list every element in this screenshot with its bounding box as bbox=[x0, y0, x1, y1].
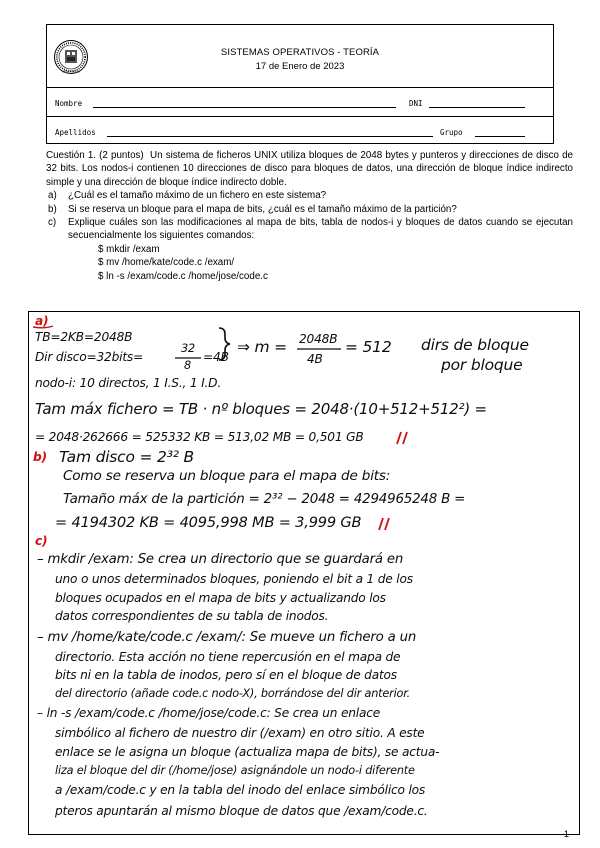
c-line-5: – mv /home/kate/code.c /exam/: Se mueve un fichero a un bbox=[37, 630, 417, 645]
fraction-denominator: 8 bbox=[184, 359, 191, 372]
result-mark-a bbox=[397, 432, 407, 444]
c-line-8: del directorio (añade code.c nodo-X), borrándose del dir anterior. bbox=[55, 687, 411, 700]
question-1 bbox=[46, 149, 573, 283]
pointers-denominator: 4B bbox=[307, 352, 323, 366]
nombre-field[interactable] bbox=[93, 107, 396, 108]
command-mkdir: $ mkdir /exam bbox=[98, 243, 160, 255]
command-mv: $ mv /home/kate/code.c /exam/ bbox=[98, 257, 235, 269]
c-line-7: bits ni en la tabla de inodos, pero sí en el bloque de datos bbox=[55, 668, 397, 682]
question-intro bbox=[46, 149, 573, 189]
answer-box bbox=[28, 311, 580, 835]
c-line-6: directorio. Esta acción no tiene repercusión en el mapa de bbox=[55, 650, 401, 664]
max-partition-line: Tamaño máx de la partición = 2³² − 2048 = 4294965248 B = bbox=[63, 492, 466, 507]
fraction-numerator: 32 bbox=[181, 342, 195, 355]
disk-address-result: =4B bbox=[203, 350, 229, 364]
question-statement: Un sistema de ficheros UNIX utiliza bloques de 2048 bytes y punteros y direcciones de disco de 32 bits. Los nodos-i contienen 10 direcciones de disco para bloques de datos, una dirección de bloque índice indirecto simple y una dirección de bloque índice indirecto doble. bbox=[46, 150, 573, 188]
c-line-2: uno o unos determinados bloques, poniendo el bit a 1 de los bbox=[55, 572, 413, 586]
item-letter: c) bbox=[48, 217, 57, 229]
item-letter: b) bbox=[48, 203, 57, 215]
grupo-label: Grupo bbox=[440, 128, 463, 137]
bitmap-reserve-line: Como se reserva un bloque para el mapa de bits: bbox=[63, 468, 391, 484]
result-mark-b bbox=[379, 518, 389, 530]
question-label: Cuestión 1. (2 puntos) bbox=[46, 150, 144, 161]
nombre-label: Nombre bbox=[55, 99, 83, 108]
question-item-c bbox=[46, 216, 573, 243]
c-line-1: – mkdir /exam: Se crea un directorio que se guardará en bbox=[37, 552, 404, 567]
command-list bbox=[46, 243, 573, 283]
inode-structure-line: nodo-i: 10 directos, 1 I.S., 1 I.D. bbox=[35, 376, 221, 390]
max-file-size-result: = 2048·262666 = 525332 KB = 513,02 MB = 0,501 GB bbox=[35, 430, 364, 444]
c-line-3: bloques ocupados en el mapa de bits y actualizando los bbox=[55, 591, 386, 605]
part-c-label: c) bbox=[35, 534, 48, 548]
block-size-line: TB=2KB=2048B bbox=[35, 330, 133, 344]
question-item-a bbox=[46, 189, 573, 202]
pointers-per-block-lhs: ⇒ m = bbox=[237, 338, 287, 356]
exam-date: 17 de Enero de 2023 bbox=[255, 61, 345, 72]
item-text: Explique cuáles son las modificaciones al mapa de bits, tabla de nodos-i y bloques de datos cuando se ejecutan secuencialmente los siguientes comandos: bbox=[68, 217, 573, 242]
c-line-13: a /exam/code.c y en la tabla del inodo del enlace simbólico los bbox=[55, 783, 426, 797]
disk-address-line: Dir disco=32bits= bbox=[35, 350, 144, 364]
part-b-label: b) bbox=[33, 450, 47, 464]
svg-text:UNIVERSIDAD: UNIVERSIDAD bbox=[62, 70, 80, 74]
apellidos-field[interactable] bbox=[107, 136, 433, 137]
c-line-10: simbólico al fichero de nuestro dir (/exam) en otro sitio. A este bbox=[55, 726, 425, 740]
dni-field[interactable] bbox=[429, 107, 525, 108]
c-line-11: enlace se le asigna un bloque (actualiza mapa de bits), se actua- bbox=[55, 745, 440, 759]
item-letter: a) bbox=[48, 190, 57, 202]
c-line-12: liza el bloque del dir (/home/jose) asignándole un nodo-i diferente bbox=[55, 764, 415, 777]
pointers-result: = 512 bbox=[345, 338, 392, 356]
apellidos-label: Apellidos bbox=[55, 128, 96, 137]
grupo-field[interactable] bbox=[475, 136, 525, 137]
surname-row bbox=[47, 116, 553, 145]
max-partition-result: = 4194302 KB = 4095,998 MB = 3,999 GB bbox=[55, 514, 362, 531]
c-line-9: – ln -s /exam/code.c /home/jose/code.c: Se crea un enlace bbox=[37, 706, 381, 720]
c-line-14: pteros apuntarán al mismo bloque de datos que /exam/code.c. bbox=[55, 804, 428, 818]
pointers-note-2: por bloque bbox=[441, 356, 523, 374]
question-item-b bbox=[46, 203, 573, 216]
c-line-4: datos correspondientes de su tabla de inodos. bbox=[55, 609, 329, 623]
disk-size-line: Tam disco = 2³² B bbox=[59, 448, 194, 466]
exam-header bbox=[46, 24, 554, 144]
command-ln: $ ln -s /exam/code.c /home/jose/code.c bbox=[98, 270, 268, 282]
name-row bbox=[47, 87, 553, 117]
max-file-size-line: Tam máx fichero = TB · nº bloques = 2048·(10+512+512²) = bbox=[35, 400, 487, 418]
pointers-note-1: dirs de bloque bbox=[421, 336, 529, 354]
part-a-label: a) bbox=[35, 314, 49, 328]
dni-label: DNI bbox=[409, 99, 423, 108]
course-title: SISTEMAS OPERATIVOS - TEORÍA bbox=[220, 47, 380, 58]
pointers-numerator: 2048B bbox=[299, 332, 338, 346]
header-title-area bbox=[47, 25, 553, 88]
page-number: 1 bbox=[563, 829, 569, 840]
item-text: Si se reserva un bloque para el mapa de bits, ¿cuál es el tamaño máximo de la partición? bbox=[68, 203, 457, 215]
item-text: ¿Cuál es el tamaño máximo de un fichero en este sistema? bbox=[68, 190, 327, 202]
